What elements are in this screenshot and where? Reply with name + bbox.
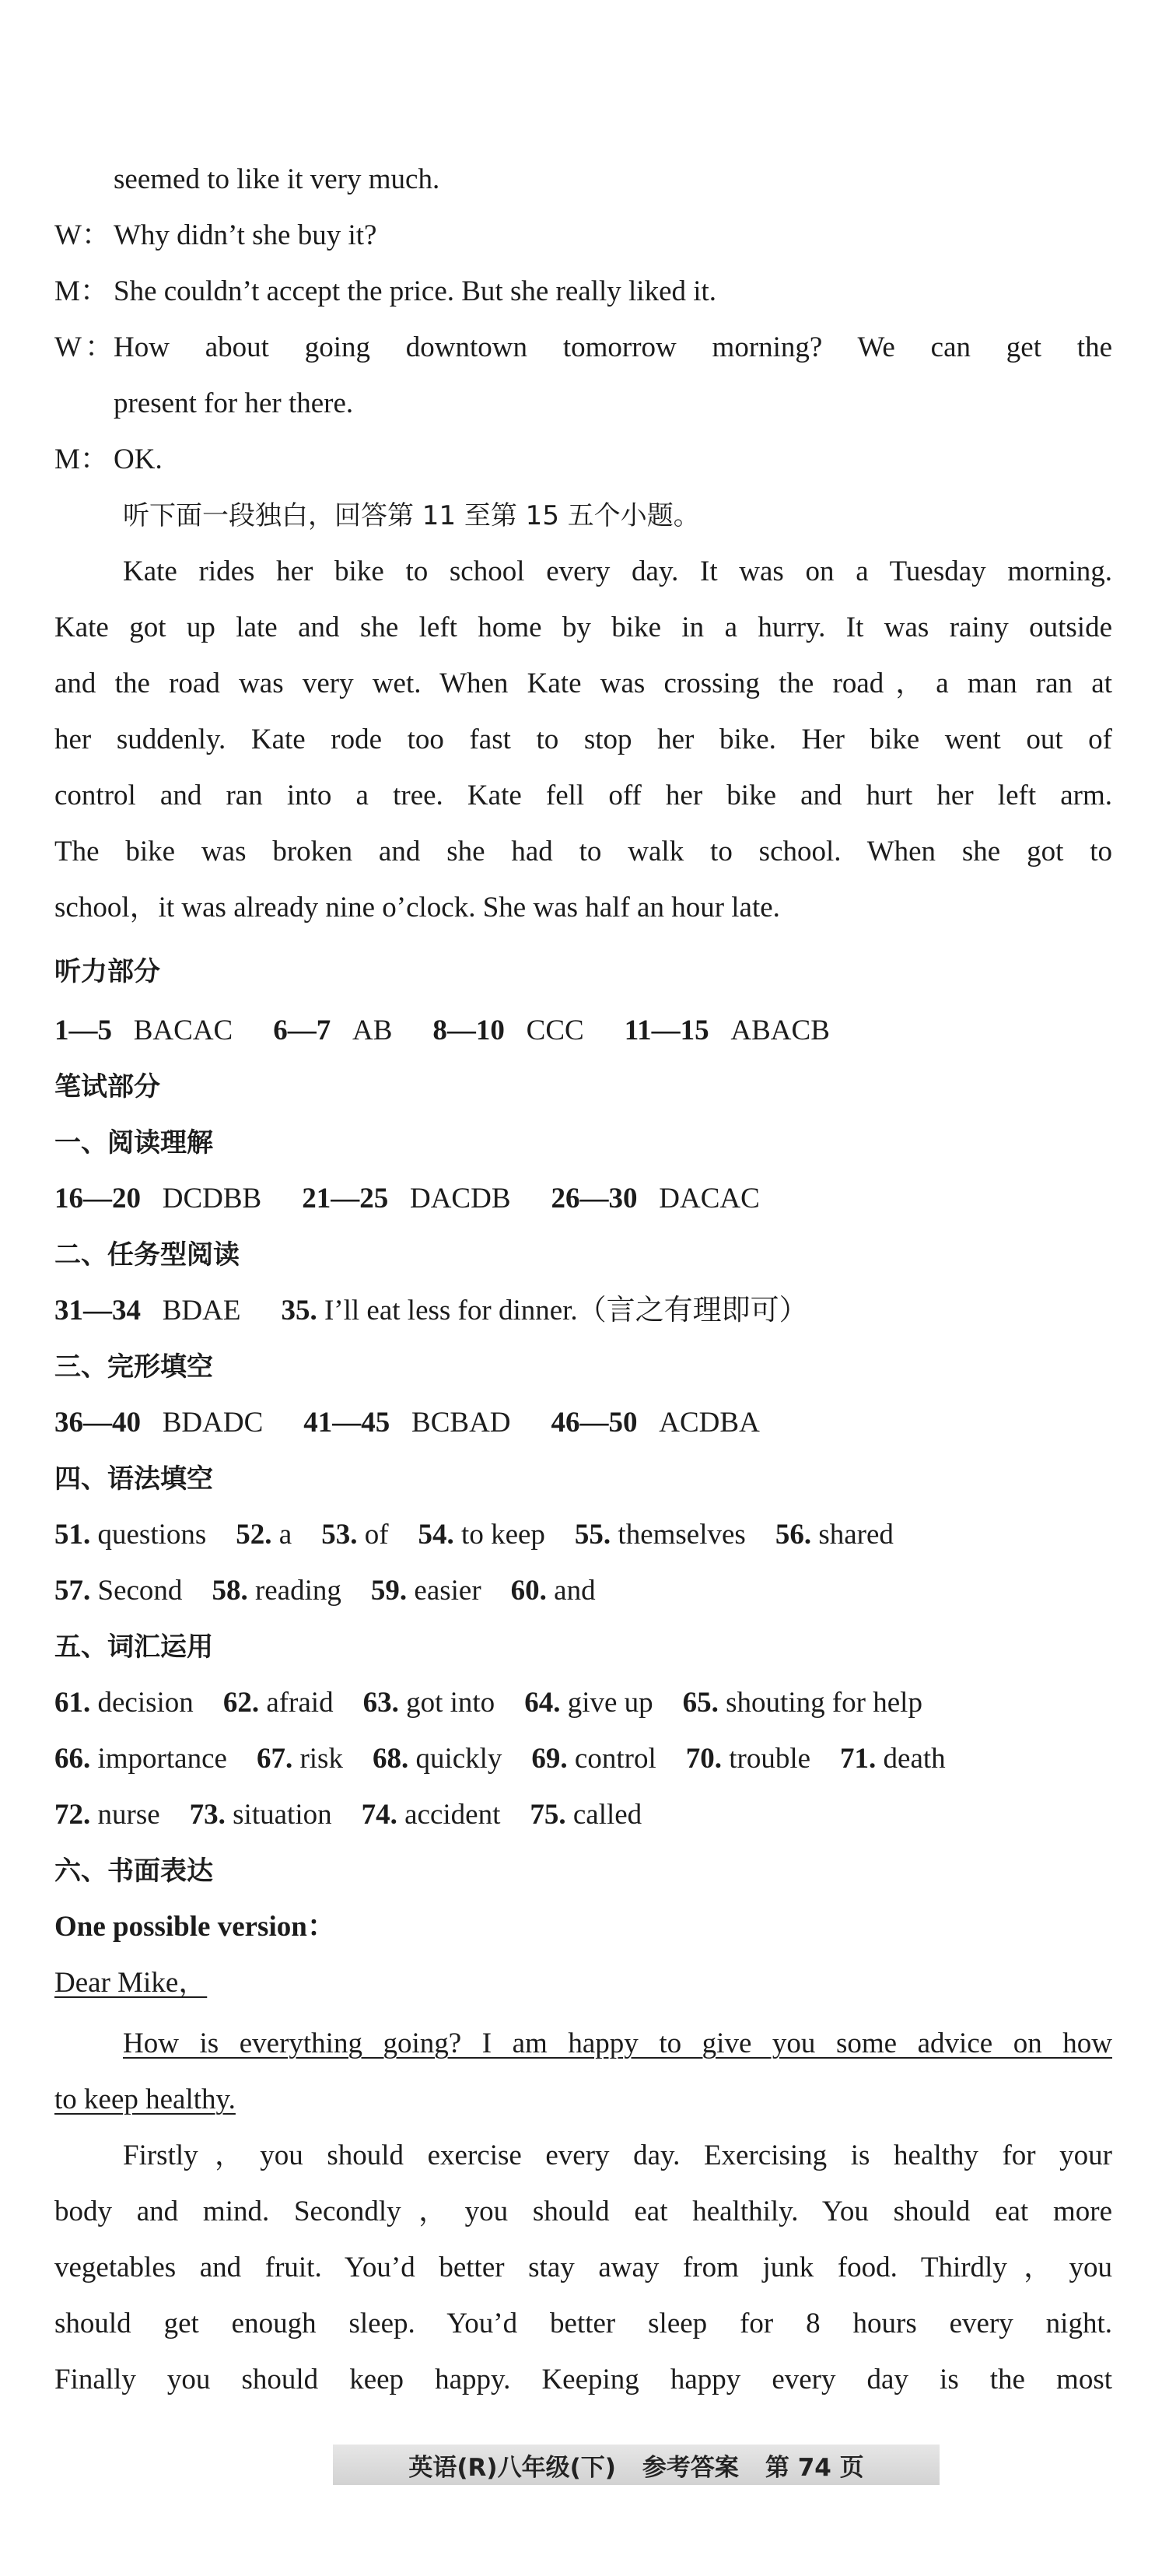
section-title-written: 笔试部分 <box>54 1071 160 1102</box>
section-title-grammar: 四、语法填空 <box>54 1463 213 1495</box>
answer-row: 51. questions 52. a 53. of 54. to keep 55. themselves 56. shared <box>54 1519 894 1551</box>
letter-body-line: body and mind. Secondly，you should eat healthily. You should eat more <box>54 2196 1112 2227</box>
section-title-listening: 听力部分 <box>54 956 160 987</box>
section-title-cloze: 三、完形填空 <box>54 1351 213 1383</box>
speaker-label: W： <box>54 331 114 363</box>
letter-intro-line: How is everything going? I am happy to give you some advice on how <box>123 2028 1112 2059</box>
version-label: One possible version： <box>54 1911 336 1943</box>
answer-row: 16—20 DCDBB 21—25 DACDB 26—30 DACAC <box>54 1183 760 1214</box>
answer-row: 61. decision 62. afraid 63. got into 64. give up 65. shouting for help <box>54 1687 922 1719</box>
section-title-writing: 六、书面表达 <box>54 1856 213 1887</box>
answer-row: 57. Second 58. reading 59. easier 60. and <box>54 1575 596 1607</box>
answer-row: 31—34 BDAE 35. I’ll eat less for dinner.（言之有理即可） <box>54 1295 808 1327</box>
letter-body-line: Firstly，you should exercise every day. Exercising is healthy for your <box>123 2140 1112 2171</box>
letter-body-line: should get enough sleep. You’d better sleep for 8 hours every night. <box>54 2308 1112 2339</box>
footer-page-number: 第 74 页 <box>765 2453 864 2482</box>
monologue-line: control and ran into a tree. Kate fell off her bike and hurt her left arm. <box>54 780 1112 811</box>
footer-label: 参考答案 <box>642 2453 739 2482</box>
section-title-task-reading: 二、任务型阅读 <box>54 1239 240 1270</box>
answer-row: 1—5 BACAC 6—7 AB 8—10 CCC 11—15 ABACB <box>54 1015 830 1046</box>
letter-body-line: vegetables and fruit. You’d better stay away from junk food. Thirdly，you <box>54 2252 1112 2283</box>
letter-greeting: Dear Mike， <box>54 1967 208 1999</box>
section-title-reading: 一、阅读理解 <box>54 1127 213 1158</box>
answer-row: 66. importance 67. risk 68. quickly 69. control 70. trouble 71. death <box>54 1743 946 1775</box>
dialogue-line: W：How about going downtown tomorrow morning? We can get the <box>54 330 1112 366</box>
dialogue-line: seemed to like it very much. <box>114 163 440 195</box>
monologue-instruction: 听下面一段独白，回答第 11 至第 15 五个小题。 <box>123 500 700 531</box>
answer-row: 36—40 BDADC 41—45 BCBAD 46—50 ACDBA <box>54 1407 760 1439</box>
letter-body-line: Finally you should keep happy. Keeping happy every day is the most <box>54 2364 1112 2396</box>
speaker-label: M： <box>54 443 109 475</box>
speaker-label: W： <box>54 219 110 251</box>
monologue-line: Kate got up late and she left home by bike in a hurry. It was rainy outside <box>54 612 1112 643</box>
dialogue-line: W： Why didn’t she buy it? <box>54 218 1112 254</box>
monologue-line: school，it was already nine o’clock. She was half an hour late. <box>54 892 780 924</box>
speaker-label: M： <box>54 275 109 307</box>
letter-intro-line: to keep healthy. <box>54 2084 236 2115</box>
monologue-line: her suddenly. Kate rode too fast to stop her bike. Her bike went out of <box>54 724 1112 755</box>
monologue-line: and the road was very wet. When Kate was crossing the road，a man ran at <box>54 668 1112 699</box>
footer-subject: 英语(R)八年级(下) <box>408 2453 616 2482</box>
page-footer <box>333 2445 940 2485</box>
section-title-vocabulary: 五、词汇运用 <box>54 1631 213 1663</box>
dialogue-line: M： She couldn’t accept the price. But she really liked it. <box>54 274 1112 310</box>
dialogue-line: present for her there. <box>114 387 354 419</box>
answer-row: 72. nurse 73. situation 74. accident 75. called <box>54 1799 642 1831</box>
dialogue-line: M： OK. <box>54 442 1112 478</box>
monologue-line: Kate rides her bike to school every day. It was on a Tuesday morning. <box>123 556 1112 587</box>
monologue-line: The bike was broken and she had to walk to school. When she got to <box>54 836 1112 867</box>
